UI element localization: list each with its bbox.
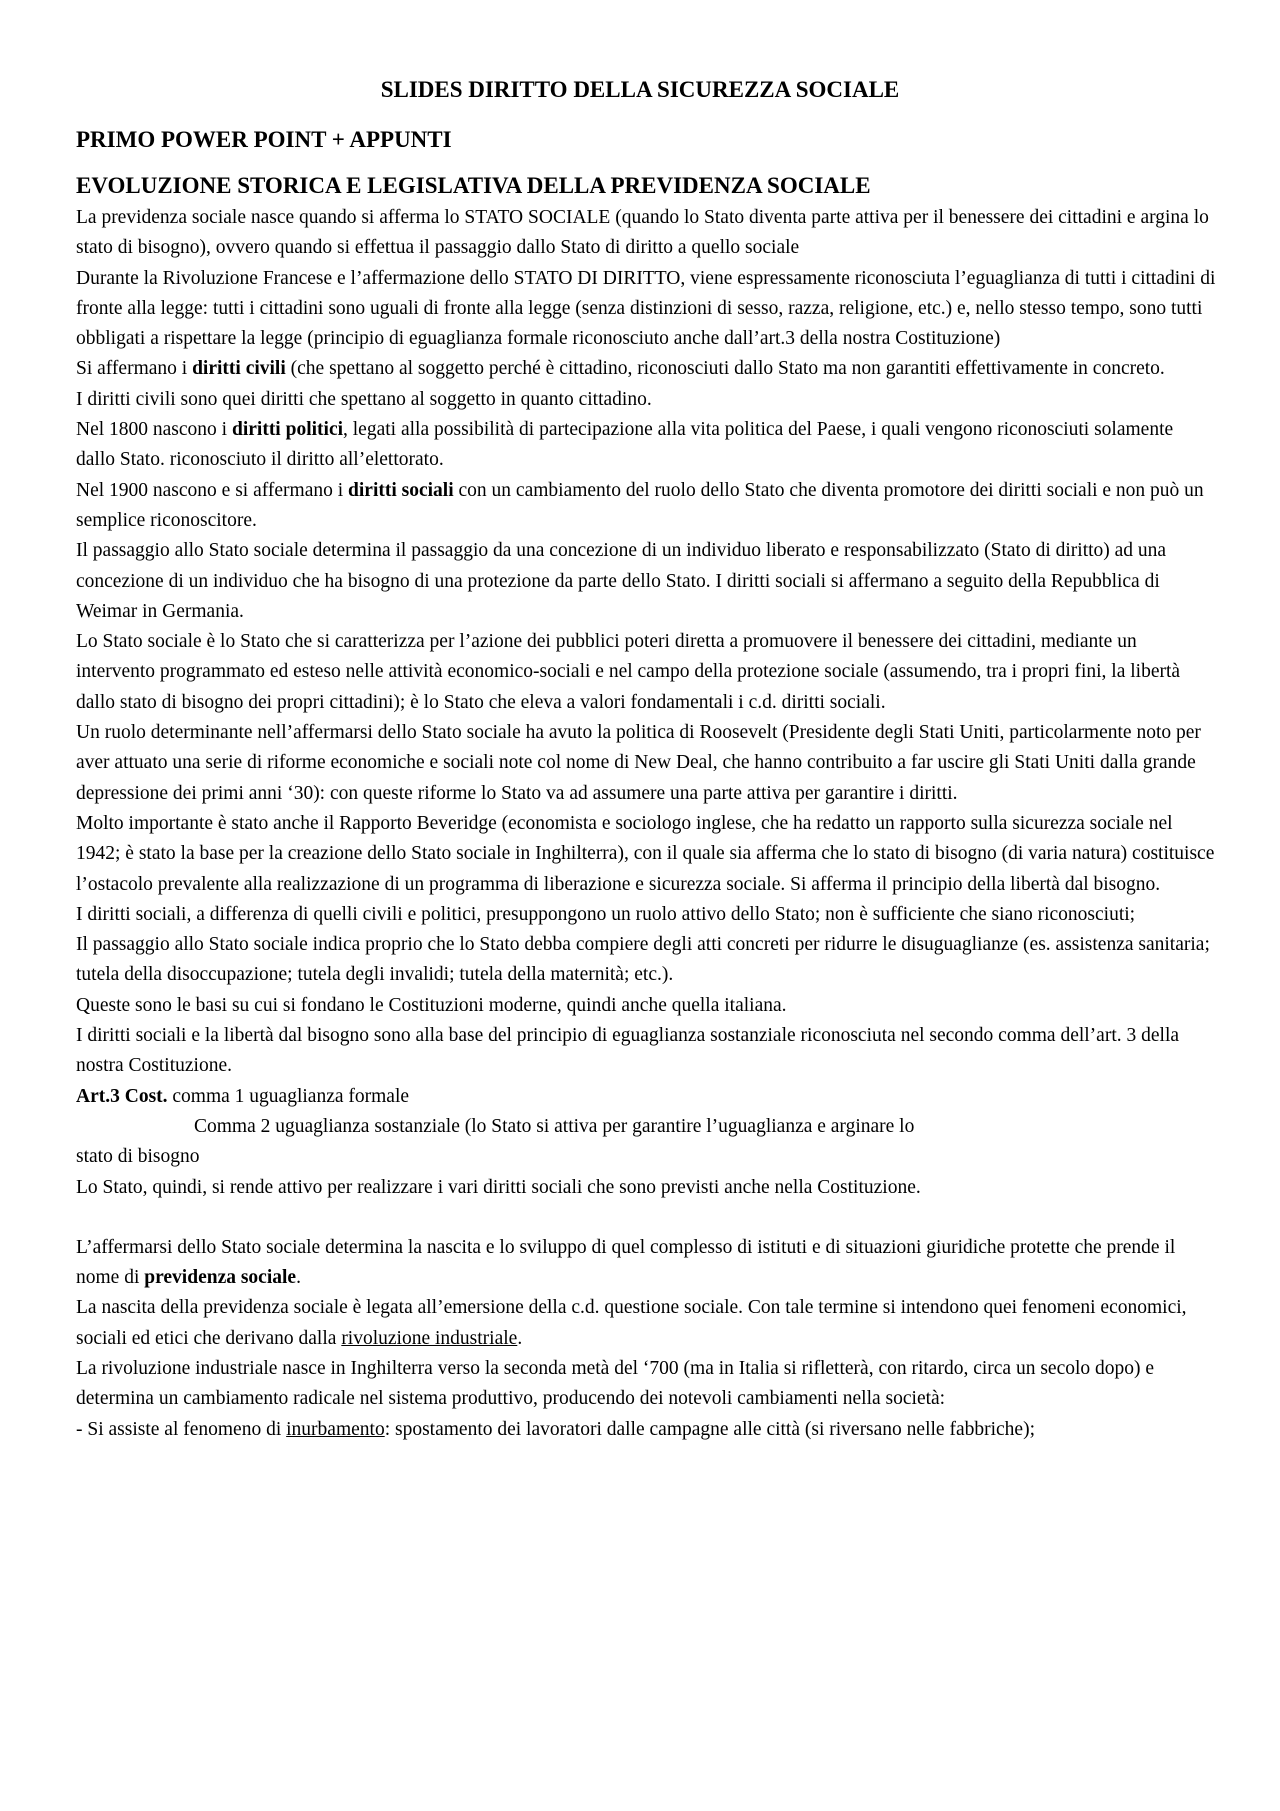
bold-term: Art.3 Cost. bbox=[76, 1085, 168, 1107]
section-heading: PRIMO POWER POINT + APPUNTI bbox=[76, 127, 452, 152]
paragraph: I diritti sociali, a differenza di quelli civili e politici, presuppongono un ruolo attivo dello Stato; non è sufficiente che siano riconosciuti; bbox=[76, 903, 1136, 925]
paragraph: Queste sono le basi su cui si fondano le Costituzioni moderne, quindi anche quella italiana. bbox=[76, 994, 787, 1016]
paragraph: Si affermano i diritti civili (che spettano al soggetto perché è cittadino, riconosciuti dallo Stato ma non garantiti effettivamente in concreto. bbox=[76, 358, 1165, 380]
paragraph: I diritti sociali e la libertà dal bisogno sono alla base del principio di eguaglianza sostanziale riconosciuta nel secondo comma dell’art. 3 della nostra Costituzione. bbox=[76, 1025, 1180, 1077]
paragraph: La previdenza sociale nasce quando si afferma lo STATO SOCIALE (quando lo Stato diventa parte attiva per il benessere dei cittadini e argina lo stato di bisogno), ovvero quando si effettua il passaggio dallo Stato di diritto a quello sociale bbox=[76, 207, 1209, 259]
paragraph: La nascita della previdenza sociale è legata all’emersione della c.d. questione sociale. Con tale termine si intendono quei fenomeni economici, sociali ed etici che derivano dalla rivoluzione industriale. bbox=[76, 1297, 1187, 1349]
paragraph: - Si assiste al fenomeno di inurbamento: spostamento dei lavoratori dalle campagne alle città (si riversano nelle fabbriche); bbox=[76, 1418, 1035, 1440]
paragraph: Lo Stato sociale è lo Stato che si caratterizza per l’azione dei pubblici poteri diretta a promuovere il benessere dei cittadini, mediante un intervento programmato ed esteso nelle attività economico-sociali e nel campo della protezione sociale (assumendo, tra i propri fini, la libertà dallo stato di bisogno dei propri cittadini); è lo Stato che eleva a valori fondamentali i c.d. diritti sociali. bbox=[76, 631, 1181, 713]
bold-term: diritti sociali bbox=[348, 479, 454, 501]
paragraph: L’affermarsi dello Stato sociale determina la nascita e lo sviluppo di quel complesso di istituti e di situazioni giuridiche protette che prende il nome di previdenza sociale. bbox=[76, 1236, 1176, 1289]
document-title: SLIDES DIRITTO DELLA SICUREZZA SOCIALE bbox=[380, 77, 900, 102]
paragraph: Nel 1800 nascono i diritti politici, legati alla possibilità di partecipazione alla vita politica del Paese, i quali vengono riconosciuti solamente dallo Stato. riconosciuto il diritto all’elettorato. bbox=[76, 419, 1174, 471]
paragraph: Comma 2 uguaglianza sostanziale (lo Stato si attiva per garantire l’uguaglianza e arginare lo bbox=[194, 1115, 915, 1137]
paragraph: I diritti civili sono quei diritti che spettano al soggetto in quanto cittadino. bbox=[76, 388, 652, 410]
paragraph: La rivoluzione industriale nasce in Inghilterra verso la seconda metà del ‘700 (ma in Italia si rifletterà, con ritardo, circa un secolo dopo) e determina un cambiamento radicale nel sistema produttivo, producendo dei notevoli cambiamenti nella società: bbox=[76, 1357, 1155, 1410]
document-body bbox=[76, 203, 1216, 1445]
blank-line bbox=[76, 1203, 1216, 1233]
paragraph: Art.3 Cost. comma 1 uguaglianza formale bbox=[76, 1085, 410, 1107]
paragraph: Il passaggio allo Stato sociale indica proprio che lo Stato debba compiere degli atti concreti per ridurre le disuguaglianze (es. assistenza sanitaria; tutela della disoccupazione; tutela degli invalidi; tutela della maternità; etc.). bbox=[76, 934, 1210, 986]
bold-term: previdenza sociale bbox=[144, 1267, 297, 1289]
paragraph: Lo Stato, quindi, si rende attivo per realizzare i vari diritti sociali che sono previsti anche nella Costituzione. bbox=[76, 1176, 921, 1198]
underlined-term: rivoluzione industriale bbox=[341, 1327, 518, 1349]
subsection-heading: EVOLUZIONE STORICA E LEGISLATIVA DELLA PREVIDENZA SOCIALE bbox=[76, 173, 871, 198]
paragraph: stato di bisogno bbox=[76, 1146, 200, 1168]
paragraph: Il passaggio allo Stato sociale determina il passaggio da una concezione di un individuo liberato e responsabilizzato (Stato di diritto) ad una concezione di un individuo che ha bisogno di una protezione da parte dello Stato. I diritti sociali si affermano a seguito della Repubblica di Weimar in Germania. bbox=[76, 540, 1167, 622]
paragraph: Nel 1900 nascono e si affermano i diritti sociali con un cambiamento del ruolo dello Stato che diventa promotore dei diritti sociali e non può un semplice riconoscitore. bbox=[76, 479, 1204, 531]
paragraph: Molto importante è stato anche il Rapporto Beveridge (economista e sociologo inglese, che ha redatto un rapporto sulla sicurezza sociale nel 1942; è stato la base per la creazione dello Stato sociale in Inghilterra), con il quale sia afferma che lo stato di bisogno (di varia natura) costituisce l’ostacolo prevalente alla realizzazione di un programma di liberazione e sicurezza sociale. Si afferma il principio della libertà dal bisogno. bbox=[76, 812, 1215, 895]
bold-term: diritti politici bbox=[231, 419, 344, 441]
bold-term: diritti civili bbox=[192, 358, 286, 380]
underlined-term: inurbamento bbox=[286, 1418, 385, 1440]
paragraph: Un ruolo determinante nell’affermarsi dello Stato sociale ha avuto la politica di Roosevelt (Presidente degli Stati Uniti, particolarmente noto per aver attuato una serie di riforme economiche e sociali note col nome di New Deal, che hanno contribuito a far uscire gli Stati Uniti dalla grande depressione dei primi anni ‘30): con queste riforme lo Stato va ad assumere una parte attiva per garantire i diritti. bbox=[76, 722, 1201, 804]
paragraph: Durante la Rivoluzione Francese e l’affermazione dello STATO DI DIRITTO, viene espressamente riconosciuta l’eguaglianza di tutti i cittadini di fronte alla legge: tutti i cittadini sono uguali di fronte alla legge (senza distinzioni di sesso, razza, religione, etc.) e, nello stesso tempo, sono tutti obbligati a rispettare la legge (principio di eguaglianza formale riconosciuto anche dall’art.3 della nostra Costituzione) bbox=[76, 267, 1216, 350]
